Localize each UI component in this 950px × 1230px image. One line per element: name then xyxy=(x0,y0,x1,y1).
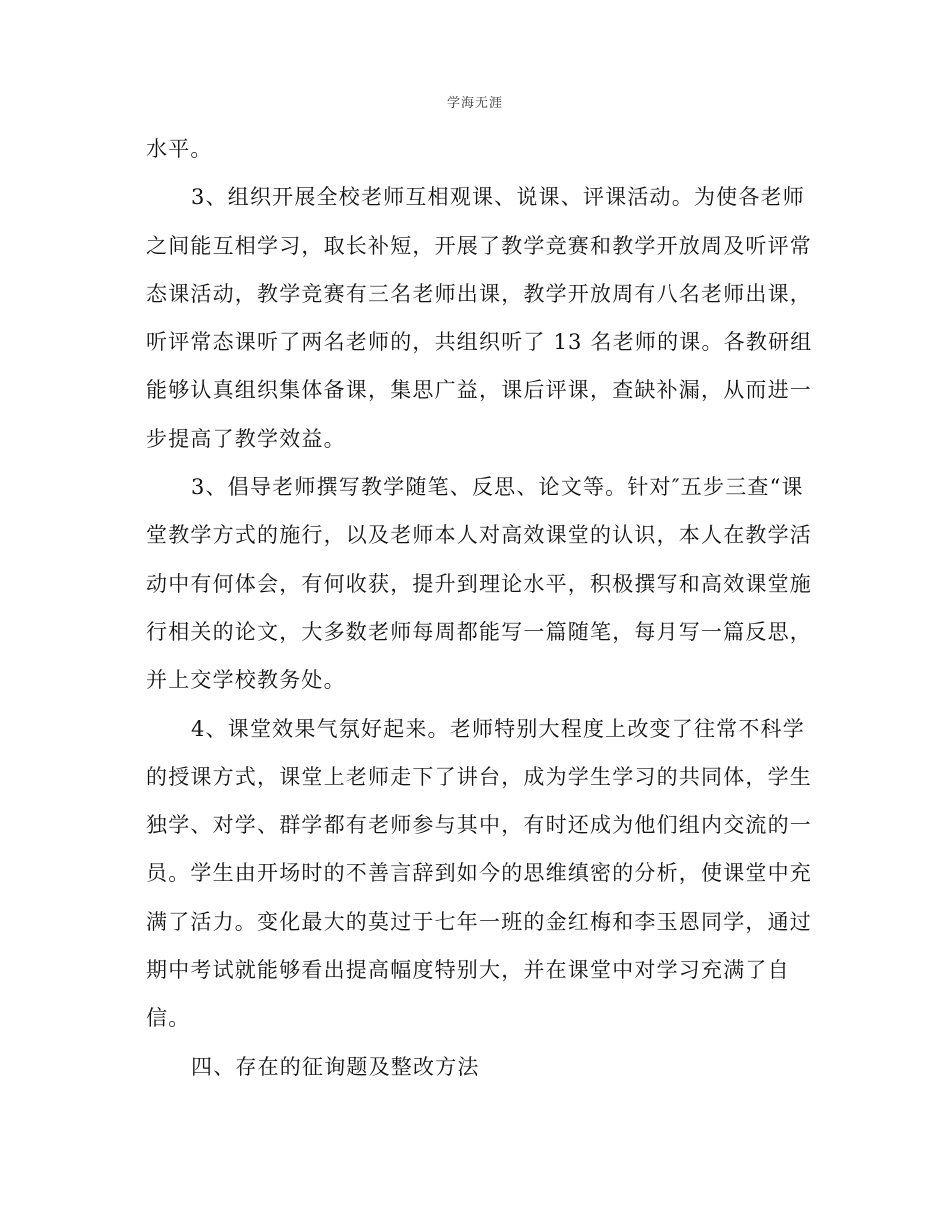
text-line: 之间能互相学习，取长补短，开展了教学竞赛和教学开放周及听评常 xyxy=(146,233,812,258)
text-line: 信。 xyxy=(146,1006,191,1031)
page-header: 学海无涯 xyxy=(446,96,503,111)
text-line: 步提高了教学效益。 xyxy=(146,426,346,451)
section-heading: 四、存在的征询题及整改方法 xyxy=(191,1054,480,1079)
text-line: 员。学生由开场时的不善言辞到如今的思维缜密的分析，使课堂中充 xyxy=(146,861,812,886)
text-line: 独学、对学、群学都有老师参与其中，有时还成为他们组内交流的一 xyxy=(146,813,812,838)
document-body xyxy=(146,125,813,1091)
text-line: 的授课方式，课堂上老师走下了讲台，成为学生学习的共同体，学生 xyxy=(146,764,812,789)
text-line: 动中有何体会，有何收获，提升到理论水平，积极撰写和高效课堂施 xyxy=(146,571,812,596)
text-line: 堂教学方式的施行，以及老师本人对高效课堂的认识，本人在教学活 xyxy=(146,523,812,548)
text-line: 听评常态课听了两名老师的，共组织听了 13 名老师的课。各教研组 xyxy=(146,330,813,355)
paragraph-start-line: 4、课堂效果气氛好起来。老师特别大程度上改变了往常不科学 xyxy=(191,716,805,741)
paragraph-start-line: 3、倡导老师撰写教学随笔、反思、论文等。针对″五步三查“课 xyxy=(191,475,804,500)
text-line: 水平。 xyxy=(146,137,213,161)
text-line: 行相关的论文，大多数老师每周都能写一篇随笔，每月写一篇反思， xyxy=(146,619,812,644)
paragraph-start-line: 3、组织开展全校老师互相观课、说课、评课活动。为使各老师 xyxy=(191,185,805,210)
text-line: 能够认真组织集体备课，集思广益，课后评课，查缺补漏，从而进一 xyxy=(146,378,812,403)
text-line: 期中考试就能够看出提高幅度特别大，并在课堂中对学习充满了自 xyxy=(146,958,790,983)
text-line: 态课活动，教学竞赛有三名老师出课，教学开放周有八名老师出课， xyxy=(146,281,812,306)
text-line: 并上交学校教务处。 xyxy=(146,668,346,693)
text-line: 满了活力。变化最大的莫过于七年一班的金红梅和李玉恩同学，通过 xyxy=(146,909,812,934)
